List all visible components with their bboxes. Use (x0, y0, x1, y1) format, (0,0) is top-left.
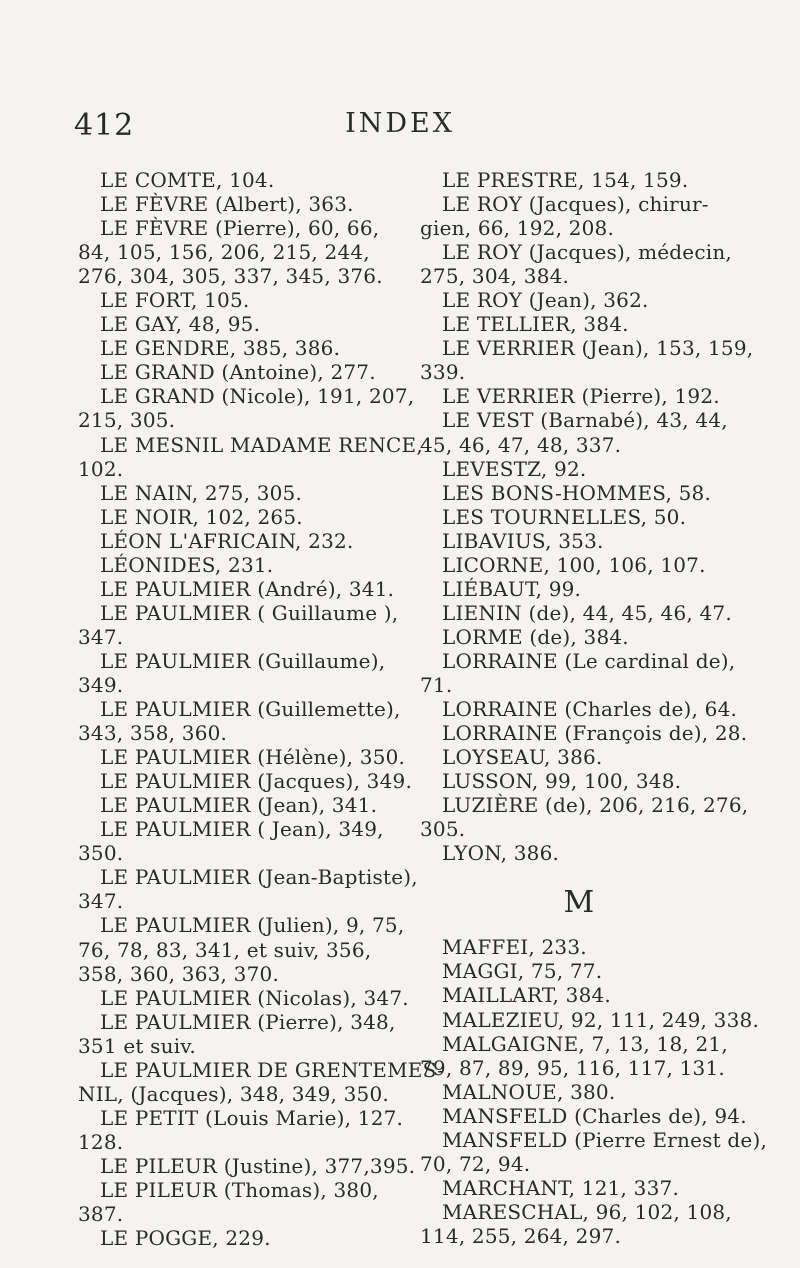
index-entry-continuation: 339. (420, 360, 466, 385)
index-entry-continuation: 347. (78, 624, 124, 649)
index-entry: MALNOUE, 380. (442, 1079, 616, 1104)
index-entry: MANSFELD (Charles de), 94. (442, 1103, 747, 1128)
index-entry: LUSSON, 99, 100, 348. (442, 769, 682, 794)
index-entry: LE PAULMIER DE GRENTEMES- (100, 1057, 445, 1082)
index-entry: LE FÈVRE (Pierre), 60, 66, (100, 216, 380, 241)
index-entry: LE COMTE, 104. (100, 168, 275, 192)
index-entry-continuation: 351 et suiv. (78, 1033, 196, 1058)
index-entry: LUZIÈRE (de), 206, 216, 276, (442, 793, 749, 818)
index-entry: LORME (de), 384. (442, 624, 629, 649)
index-entry: LE PAULMIER (Jacques), 349. (100, 769, 413, 794)
index-entry-continuation: 275, 304, 384. (420, 264, 570, 289)
index-entry: LE NAIN, 275, 305. (100, 480, 303, 505)
index-entry-continuation: 343, 358, 360. (78, 721, 228, 746)
index-entry: LES BONS-HOMMES, 58. (442, 480, 711, 505)
index-entry: LES TOURNELLES, 50. (442, 504, 687, 529)
index-entry: MANSFELD (Pierre Ernest de), (442, 1127, 768, 1152)
index-entry-continuation: 349. (78, 672, 124, 697)
index-column-right (420, 168, 768, 1248)
index-entry: LE VERRIER (Jean), 153, 159, (442, 336, 754, 361)
index-entry: LÉONIDES, 231. (100, 552, 274, 577)
page-header (0, 108, 800, 148)
index-entry: LE ROY (Jacques), chirur- (442, 192, 709, 217)
index-entry: LOYSEAU, 386. (442, 745, 603, 770)
index-entry: MAILLART, 384. (442, 983, 611, 1008)
index-entry-continuation: 128. (78, 1129, 124, 1154)
index-entry: LICORNE, 100, 106, 107. (442, 552, 706, 577)
index-entry-continuation: 102. (78, 456, 124, 481)
index-entry: LE NOIR, 102, 265. (100, 504, 303, 529)
index-entry: LIENIN (de), 44, 45, 46, 47. (442, 600, 732, 625)
index-entry-continuation: 387. (78, 1202, 124, 1227)
index-entry-continuation: gien, 66, 192, 208. (420, 216, 615, 241)
index-entry: LE GRAND (Antoine), 277. (100, 360, 376, 385)
index-entry: LE PAULMIER (Guillaume), (100, 648, 386, 673)
index-entry: LE PAULMIER (Jean), 341. (100, 793, 378, 818)
index-entry: LORRAINE (François de), 28. (442, 721, 748, 746)
index-entry: MALGAIGNE, 7, 13, 18, 21, (442, 1031, 728, 1056)
index-entry-continuation: 76, 78, 83, 341, et suiv, 356, (78, 937, 372, 962)
index-entry: LE GRAND (Nicole), 191, 207, (100, 384, 415, 409)
index-entry: LORRAINE (Le cardinal de), (442, 648, 736, 673)
index-entry-continuation: NIL, (Jacques), 348, 349, 350. (78, 1081, 389, 1106)
index-entry: LÉON L'AFRICAIN, 232. (100, 528, 354, 553)
index-entry: LE PILEUR (Justine), 377,395. (100, 1153, 416, 1178)
index-entry-continuation: 358, 360, 363, 370. (78, 961, 279, 986)
index-entry: LE PAULMIER (Julien), 9, 75, (100, 913, 405, 938)
index-entry-continuation: 276, 304, 305, 337, 345, 376. (78, 264, 383, 289)
index-entry: LE GAY, 48, 95. (100, 312, 261, 337)
index-entry-continuation: 347. (78, 889, 124, 914)
index-entry: LE PAULMIER ( Jean), 349, (100, 817, 384, 842)
index-entry: LE FÈVRE (Albert), 363. (100, 192, 354, 217)
index-entry: LE TELLIER, 384. (442, 312, 629, 337)
index-entry: LE GENDRE, 385, 386. (100, 336, 341, 361)
index-entry: LYON, 386. (442, 841, 560, 866)
index-entry: LE PAULMIER ( Guillaume ), (100, 600, 399, 625)
index-entry-continuation: 114, 255, 264, 297. (420, 1223, 621, 1248)
index-entry: LE PILEUR (Thomas), 380, (100, 1177, 379, 1202)
index-entry: LE PAULMIER (Jean-Baptiste), (100, 865, 418, 890)
index-entry: MAGGI, 75, 77. (442, 959, 603, 984)
index-entry: LE PAULMIER (Hélène), 350. (100, 745, 406, 770)
index-entry-continuation: 350. (78, 841, 124, 866)
index-entry: LE MESNIL MADAME RENCE, (100, 432, 423, 457)
index-entry: MALEZIEU, 92, 111, 249, 338. (442, 1007, 760, 1032)
index-entry-continuation: 305. (420, 817, 466, 842)
index-entry-continuation: 45, 46, 47, 48, 337. (420, 432, 622, 457)
index-entry: LE PAULMIER (Pierre), 348, (100, 1009, 396, 1034)
index-entry-continuation: 71. (420, 672, 453, 697)
index-entry: LE ROY (Jean), 362. (442, 288, 649, 313)
index-entry: LIBAVIUS, 353. (442, 528, 604, 553)
index-entry-continuation: 79, 87, 89, 95, 116, 117, 131. (420, 1055, 725, 1080)
index-entry: LE VEST (Barnabé), 43, 44, (442, 408, 728, 433)
index-entry: LORRAINE (Charles de), 64. (442, 697, 738, 722)
page-number: 412 (74, 108, 135, 143)
index-entry: LE POGGE, 229. (100, 1226, 271, 1251)
section-letter: M (563, 885, 595, 921)
index-entry: LIÉBAUT, 99. (442, 576, 582, 601)
index-entry: LEVESTZ, 92. (442, 456, 587, 481)
index-entry: LE ROY (Jacques), médecin, (442, 240, 732, 265)
index-entry: LE VERRIER (Pierre), 192. (442, 384, 720, 409)
index-entry-continuation: 215, 305. (78, 408, 176, 433)
index-entry: LE PAULMIER (Guillemette), (100, 697, 401, 722)
index-entry: LE PETIT (Louis Marie), 127. (100, 1105, 404, 1130)
index-entry: MAFFEI, 233. (442, 935, 587, 960)
index-entry: MARCHANT, 121, 337. (442, 1175, 680, 1200)
page-title: INDEX (345, 108, 455, 139)
index-entry: LE FORT, 105. (100, 288, 250, 313)
index-entry: LE PRESTRE, 154, 159. (442, 168, 689, 192)
index-entry-continuation: 70, 72, 94. (420, 1151, 531, 1176)
index-entry: MARESCHAL, 96, 102, 108, (442, 1199, 732, 1224)
index-entry: LE PAULMIER (Nicolas), 347. (100, 985, 409, 1010)
index-entry-continuation: 84, 105, 156, 206, 215, 244, (78, 240, 370, 265)
index-entry: LE PAULMIER (André), 341. (100, 576, 395, 601)
